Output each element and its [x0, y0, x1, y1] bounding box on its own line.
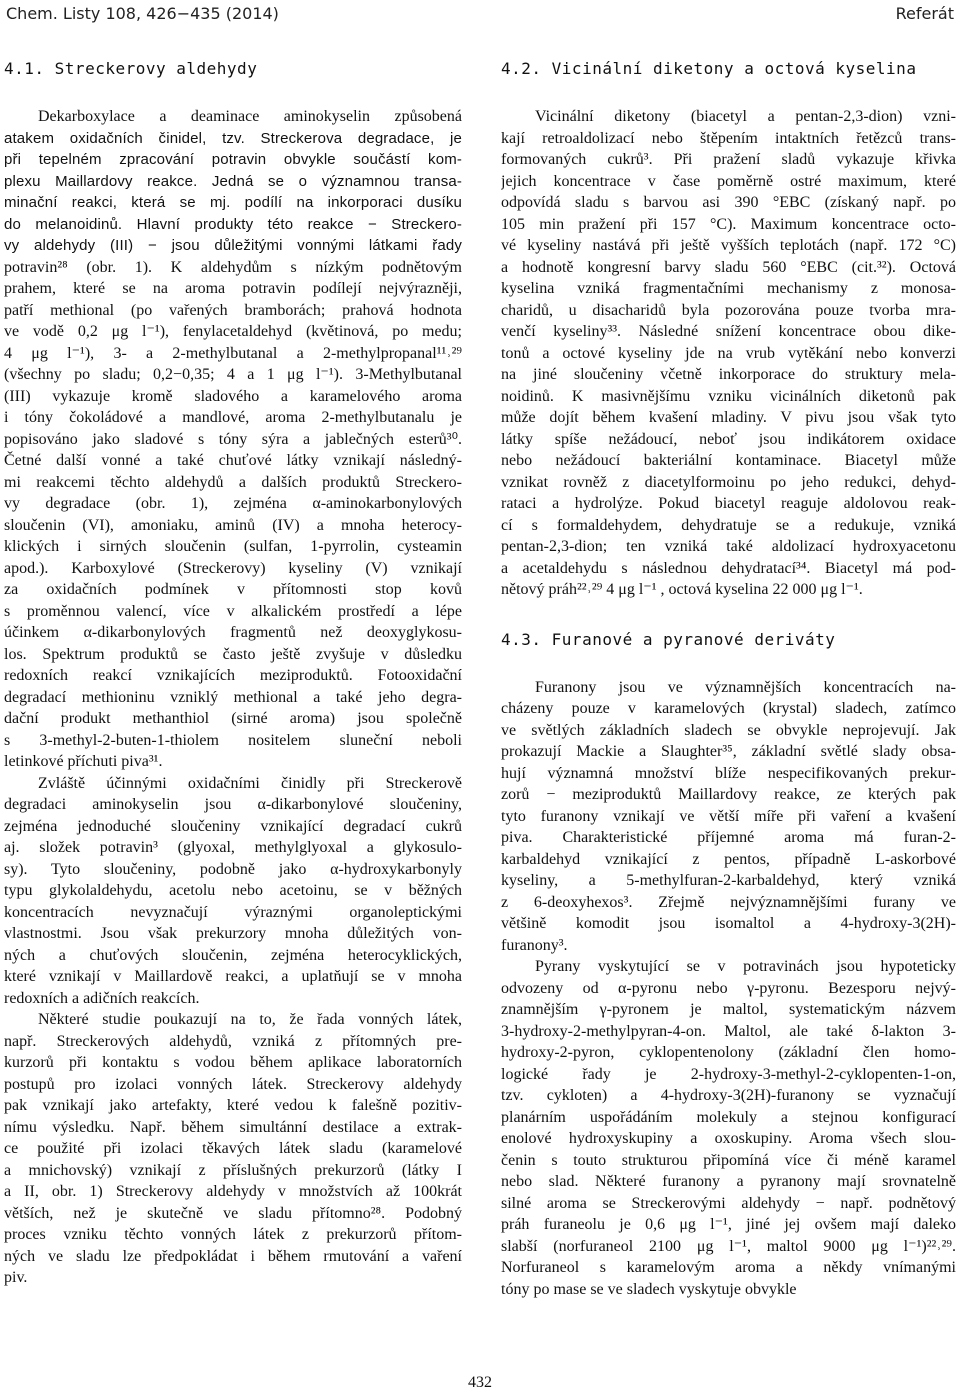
- text-line: karbaldehyd vznikající z pentos, případně L-askorbové: [501, 850, 956, 868]
- text-line: tyto furanony vznikají ve větší míře při vaření a kvašení: [501, 807, 956, 825]
- paragraph-dicarbonyl: [4, 773, 462, 1010]
- text-line: noidinů. K masivnějšímu vzniku vicinálních diketonů pak: [501, 387, 956, 405]
- text-line: látky spíše nežádoucí, neboť jsou indikátorem oxidace: [501, 430, 956, 448]
- text-line: charidů, u disacharidů byla pozorována pouze tvorba mra-: [501, 301, 956, 319]
- text-line: (III) vykazuje kromě sladového a karamelového aroma: [4, 387, 462, 405]
- text-line: odpovídá sladu s barvou asi 390 °EBC (získaný např. po: [501, 194, 956, 211]
- text-line: většině komodit jsou isomaltol a 4-hydroxy-3(2H)-: [501, 915, 956, 932]
- journal-citation: Chem. Listy 108, 426−435 (2014): [6, 4, 279, 23]
- text-line: Pyrany vyskytující se v potravinách jsou hypoteticky: [535, 958, 956, 975]
- text-line: může dojít během kvašení mladiny. V pivu jsou však tyto: [501, 409, 956, 426]
- text-line: kají retroaldolizací nebo štěpením intaktních řetězců trans-: [501, 129, 956, 147]
- text-line: zorů − meziproduktů Maillardovy reakce, ze kterých pak: [501, 786, 956, 803]
- text-line: apod.). Karboxylové (Streckerovy) kyseliny (V) vznikají: [4, 559, 462, 577]
- text-line: čenin s touto strukturou připomíná více či méně karamel: [501, 1151, 956, 1169]
- text-line: koncentracích nevyznačují výraznými organoleptickými: [4, 903, 462, 921]
- text-line: s proměnnou valencí, více v alkalickém prostředí a lépe: [4, 602, 462, 620]
- text-line: odvozeny od α-pyronu nebo γ-pyronu. Bezesporu nejvý-: [501, 979, 956, 997]
- text-line: dační produkt methanthiol (sirné aroma) jsou společně: [4, 710, 462, 727]
- text-line: ce použité při izolaci těkavých látek sladu (karamelové: [4, 1140, 462, 1157]
- text-line: vy degradace (obr. 1), zejména α-aminokarbonylových: [4, 495, 462, 512]
- text-line: nebo slad. Některé furanony a pyranony mají srovnatelně: [501, 1173, 956, 1190]
- text-line: degradaci aminokyselin jsou α-dikarbonylové sloučeniny,: [4, 796, 462, 813]
- text-line: a acetaldehydu s následnou dehydratací³⁴. Biacetyl má pod-: [501, 559, 956, 577]
- text-line: kurzorů při kontaktu s vodou během aplikace laboratorních: [4, 1054, 462, 1071]
- text-line: a mnichovský) vznikají z příslušných prekurzorů (látky I: [4, 1161, 462, 1179]
- text-line: Vicinální diketony (biacetyl a pentan-2,3-dion) vzni-: [535, 108, 956, 125]
- paragraph-strecker-intro: [4, 106, 462, 773]
- text-line: Dekarboxylace a deaminace aminokyselin způsobená: [38, 108, 462, 125]
- text-line: které vznikají v Maillardově reakci, a uplatňují se v mnoha: [4, 968, 462, 985]
- text-line: hydroxy-2-pyron, cyklopentenolony (základní člen homo-: [501, 1044, 956, 1061]
- text-line: piva. Charakteristické příjemné aroma má furan-2-: [501, 829, 956, 846]
- text-line: zejména jednoduché sloučeniny vznikající degradací cukrů: [4, 817, 462, 835]
- page-number: 432: [468, 1374, 492, 1391]
- text-line: cházeny pouze v karamelových (krystal) sladech, zatímco: [501, 700, 956, 717]
- text-line: Norfuraneol s karamelovým aroma a někdy vnímanými: [501, 1259, 956, 1276]
- text-line: aj. složek potravin³ (glyoxal, methylglyoxal a glykosulo-: [4, 839, 462, 856]
- text-line: redoxních reakcí vznikajících meziproduktů. Fotooxidační: [4, 667, 462, 684]
- text-line: Zvláště účinnými oxidačními činidly při Streckerově: [38, 774, 462, 792]
- text-line: na jiné sloučeniny včetně inkorporace do struktury mela-: [501, 366, 956, 383]
- text-line: cí s formaldehydem, dehydratuje se a redukuje, vzniká: [501, 516, 956, 534]
- text-line: planárním uspořádáním molekuly a stejnou konfigurací: [501, 1108, 956, 1126]
- right-column: [501, 58, 956, 1300]
- text-line: sy). Tyto sloučeniny, podobně jako α-hydroxykarbonyly: [4, 860, 462, 878]
- text-line: nětový práh²²˒²⁹ 4 μg l⁻¹ , octová kyselina 22 000 μg l⁻¹.: [501, 581, 863, 598]
- text-line: 4 μg l⁻¹), 3- a 2-methylbutanal a 2-methylpropanal¹¹˒²⁹: [4, 344, 462, 362]
- text-line: vé kyseliny nastává při ještě vyšších teplotách (např. 172 °C): [501, 237, 956, 254]
- text-line: ných a chuťových sloučenin, zejména heterocyklických,: [4, 946, 462, 964]
- text-line: do melanoidinů. Hlavní produkty této reakce − Streckero-: [4, 215, 462, 233]
- text-line: pentan-2,3-dion; ten vzniká také aldolizací hydroxyacetonu: [501, 538, 956, 555]
- text-line: redoxních a adičních reakcích.: [4, 989, 200, 1007]
- text-line: za oxidačních podmínek v přítomnosti stop kovů: [4, 581, 462, 598]
- paragraph-diketones: [501, 106, 956, 601]
- text-line: rataci a hydrolýze. Pokud biacetyl reaguje aldolovou reak-: [501, 495, 956, 512]
- text-line: (všechny po sladu; 0,2−0,35; 4 a 1 μg l⁻¹). 3-Methylbutanal: [4, 366, 462, 383]
- section-heading-4-2: 4.2. Vicinální diketony a octová kyselina: [501, 59, 917, 78]
- text-line: nímu výsledku. Např. během simultánní destilace a extrak-: [4, 1118, 462, 1136]
- section-heading-4-3: 4.3. Furanové a pyranové deriváty: [501, 629, 836, 649]
- text-line: Některé studie poukazují na to, že řada vonných látek,: [38, 1011, 462, 1028]
- text-line: kyselina vzniká fragmentačními mechanismy z monosa-: [501, 280, 956, 297]
- text-line: nebo nežádoucí bakteriální kontaminace. Biacetyl může: [501, 452, 956, 469]
- text-line: účinkem α-dikarbonylových fragmentů než deoxyglykosu-: [4, 624, 462, 641]
- text-line: ve vodě 0,2 μg l⁻¹), fenylacetaldehyd (květinová, po medu;: [4, 323, 462, 340]
- text-line: i tóny čokoládové a mandlové, aroma 2-methylbutanalu je: [4, 409, 462, 426]
- paragraph-artefacts: [4, 1009, 462, 1289]
- text-line: postupů pro izolaci vonných látek. Streckerovy aldehydy: [4, 1075, 462, 1093]
- text-line: ných ve sladu lze předpokládat i během rmutování a vaření: [4, 1247, 462, 1265]
- text-line: tóny po mase se ve sladech vyskytuje obvykle: [501, 1280, 797, 1298]
- text-line: kyseliny, a 5-methylfuran-2-karbaldehyd, který vzniká: [501, 872, 956, 889]
- text-line: a hodnotě kongresní barvy sladu 560 °EBC (cit.³²). Octová: [501, 258, 956, 276]
- text-line: prokazují Mackie a Slaughter³⁵, základní světlé slady obsa-: [501, 743, 956, 760]
- running-header: [6, 4, 954, 30]
- text-line: práh furaneolu je 0,6 μg l⁻¹, jiné jej ovšem mají daleko: [501, 1216, 956, 1233]
- text-line: atakem oxidačních činidel, tzv. Streckerova degradace, je: [4, 129, 462, 147]
- text-line: popisováno jako sladové s tóny sýra a jablečných esterů³⁰.: [4, 430, 462, 448]
- text-line: logické řady je 2-hydroxy-3-methyl-2-cyklopenten-1-on,: [501, 1065, 956, 1083]
- text-line: klických i sirných sloučenin (sulfan, 1-pyrrolin, cysteamin: [4, 538, 462, 555]
- text-line: furanony³.: [501, 936, 568, 954]
- text-line: pak vznikají jako artefakty, které vedou k falešně pozitiv-: [4, 1097, 462, 1114]
- text-line: letinkové příchuti piva³¹.: [4, 753, 163, 770]
- text-line: formovaných cukrů³. Při pražení sladů vykazuje křivka: [501, 151, 956, 168]
- text-line: tzv. cykloten) a 4-hydroxy-3(2H)-furanony se vyznačují: [501, 1087, 956, 1104]
- paragraph-furanones: [501, 677, 956, 957]
- text-line: a II, obr. 1) Streckerovy aldehydy v množstvích až 100krát: [4, 1183, 462, 1200]
- text-line: enolové hydroxyskupiny a oxoskupiny. Aroma všech slou-: [501, 1130, 956, 1147]
- text-line: hují významná množství blíže nespecifikovaných prekur-: [501, 764, 956, 782]
- text-line: proces vzniku těchto vonných látek z prekurzorů přítom-: [4, 1226, 462, 1243]
- text-line: s 3-methyl-2-buten-1-thiolem nositelem sluneční neboli: [4, 731, 462, 749]
- text-line: větších, než je skutečně ve sladu přítomno²⁸. Podobný: [4, 1204, 462, 1222]
- text-line: znamnějším γ-pyronem je maltol, systematickým názvem: [501, 1001, 956, 1018]
- text-line: 105 min pražení při 157 °C). Maximum koncentrace octo-: [501, 215, 956, 233]
- text-line: vlastnostmi. Jsou však prekurzory mnoha důležitých von-: [4, 925, 462, 942]
- text-line: např. Streckerových aldehydů, vzniká z přítomných pre-: [4, 1032, 462, 1050]
- text-line: z 6-deoxyhexos³. Zřejmě nejvýznamnějšími furany ve: [501, 893, 956, 911]
- text-line: slabší (norfuraneol 2100 μg l⁻¹, maltol 9000 μg l⁻¹)²²˒²⁹.: [501, 1237, 956, 1255]
- text-line: venčí kyseliny³³. Následné snížení koncentrace obou dike-: [501, 323, 956, 340]
- text-line: patří methional (po vařených bramborách; prahová hodnota: [4, 301, 462, 319]
- text-line: vznikat rovněž z diacetylformoinu po jeho redukci, dehyd-: [501, 473, 956, 491]
- left-column: [4, 58, 462, 1289]
- text-line: silné aroma se Streckerovými aldehydy − např. podnětový: [501, 1194, 956, 1212]
- text-line: při tepelném zpracování potravin obvykle součástí kom-: [4, 151, 462, 168]
- paragraph-pyrans: [501, 956, 956, 1300]
- text-line: Furanony jsou ve významnějších koncentracích na-: [535, 678, 956, 696]
- text-line: los. Spektrum produktů se často ještě zvyšuje v důsledku: [4, 645, 462, 663]
- text-line: potravin²⁸ (obr. 1). K aldehydům s nízkým podnětovým: [4, 258, 462, 276]
- section-heading-4-1: 4.1. Streckerovy aldehydy: [4, 59, 258, 78]
- text-line: degradací methioninu vzniklý methional a také jeho degra-: [4, 688, 462, 706]
- text-line: sloučenin (VI), amoniaku, aminů (IV) a mnoha heterocy-: [4, 516, 462, 534]
- text-line: minační reakci, která se mj. podílí na inkorporaci dusíku: [4, 194, 462, 211]
- text-line: Četné další vonné a také chuťové látky vznikají následný-: [4, 452, 462, 469]
- text-line: piv.: [4, 1269, 28, 1286]
- text-line: vy aldehydy (III) − jsou důležitými vonnými látkami řady: [4, 237, 462, 254]
- text-line: 3-hydroxy-2-methylpyran-4-on. Maltol, ale také δ-lakton 3-: [501, 1022, 956, 1040]
- text-line: prahem, které se na aroma potravin podílejí nejvýrazněji,: [4, 280, 462, 297]
- text-line: mi reakcemi těchto aldehydů a dalších produktů Streckero-: [4, 473, 462, 491]
- text-line: jejich koncentrace v čase poměrně ostré maximum, které: [501, 172, 956, 190]
- article-type: Referát: [895, 4, 954, 23]
- text-line: plexu Maillardovy reakce. Jedná se o významnou transa-: [4, 172, 462, 190]
- text-line: ve světlých základních sladech se obvykle neprojevují. Jak: [501, 721, 956, 739]
- text-line: tonů a octové kyseliny jde na vrub vytěkání nebo konverzi: [501, 344, 956, 362]
- text-line: typu glykolaldehydu, acetolu nebo acetoinu, se v běžných: [4, 882, 462, 899]
